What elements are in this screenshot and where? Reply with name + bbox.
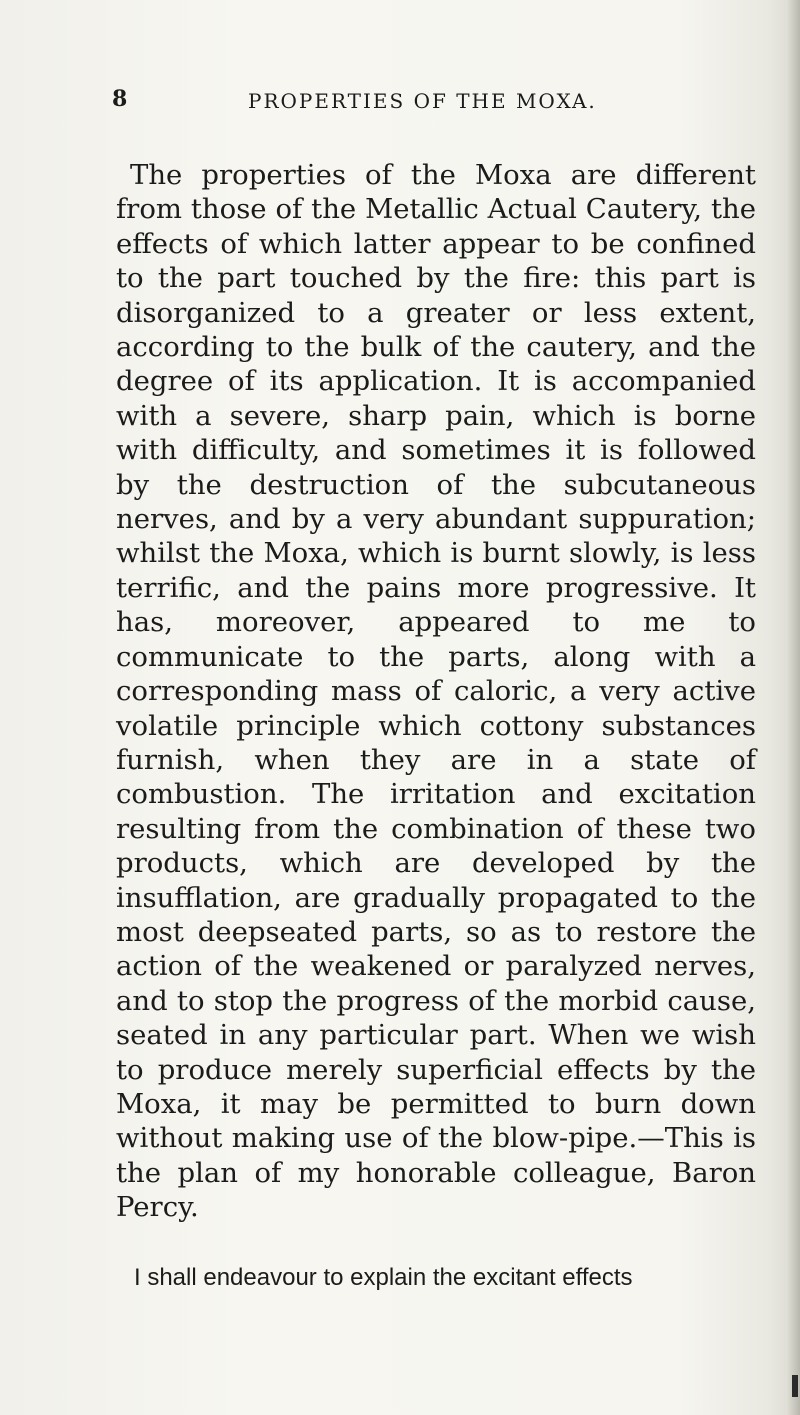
body-text (116, 158, 756, 1295)
paragraph: I shall endeavour to explain the excitant effects (134, 1263, 633, 1291)
page-header (112, 86, 752, 120)
page-edge (786, 0, 800, 1415)
running-head: PROPERTIES OF THE MOXA. (248, 89, 597, 113)
page-number: 8 (112, 86, 128, 112)
edge-mark (792, 1375, 798, 1397)
paragraph: The properties of the Moxa are different from those of the Metallic Actual Cautery, the effects of which latter appear to be confined to the part touched by the fire: this part is disorganized to a greater or less extent, according to the bulk of the cautery, and the degree of its application. It is accompanied with a severe, sharp pain, which is borne with difficulty, and sometimes it is followed by the destruction of the subcutaneous nerves, and by a very abundant suppuration; whilst the Moxa, which is burnt slowly, is less terrific, and the pains more progressive. It has, moreover, appeared to me to communicate to the parts, along with a corresponding mass of caloric, a very active volatile principle which cottony substances furnish, when they are in a state of combustion. The irritation and excitation resulting from the combination of these two products, which are developed by the insufflation, are gradually propagated to the most deepseated parts, so as to restore the action of the weakened or paralyzed nerves, and to stop the progress of the morbid cause, seated in any particular part. When we wish to produce merely superficial effects by the Moxa, it may be permitted to burn down without making use of the blow-pipe.—This is the plan of my honorable colleague, Baron Percy. (116, 159, 756, 1224)
